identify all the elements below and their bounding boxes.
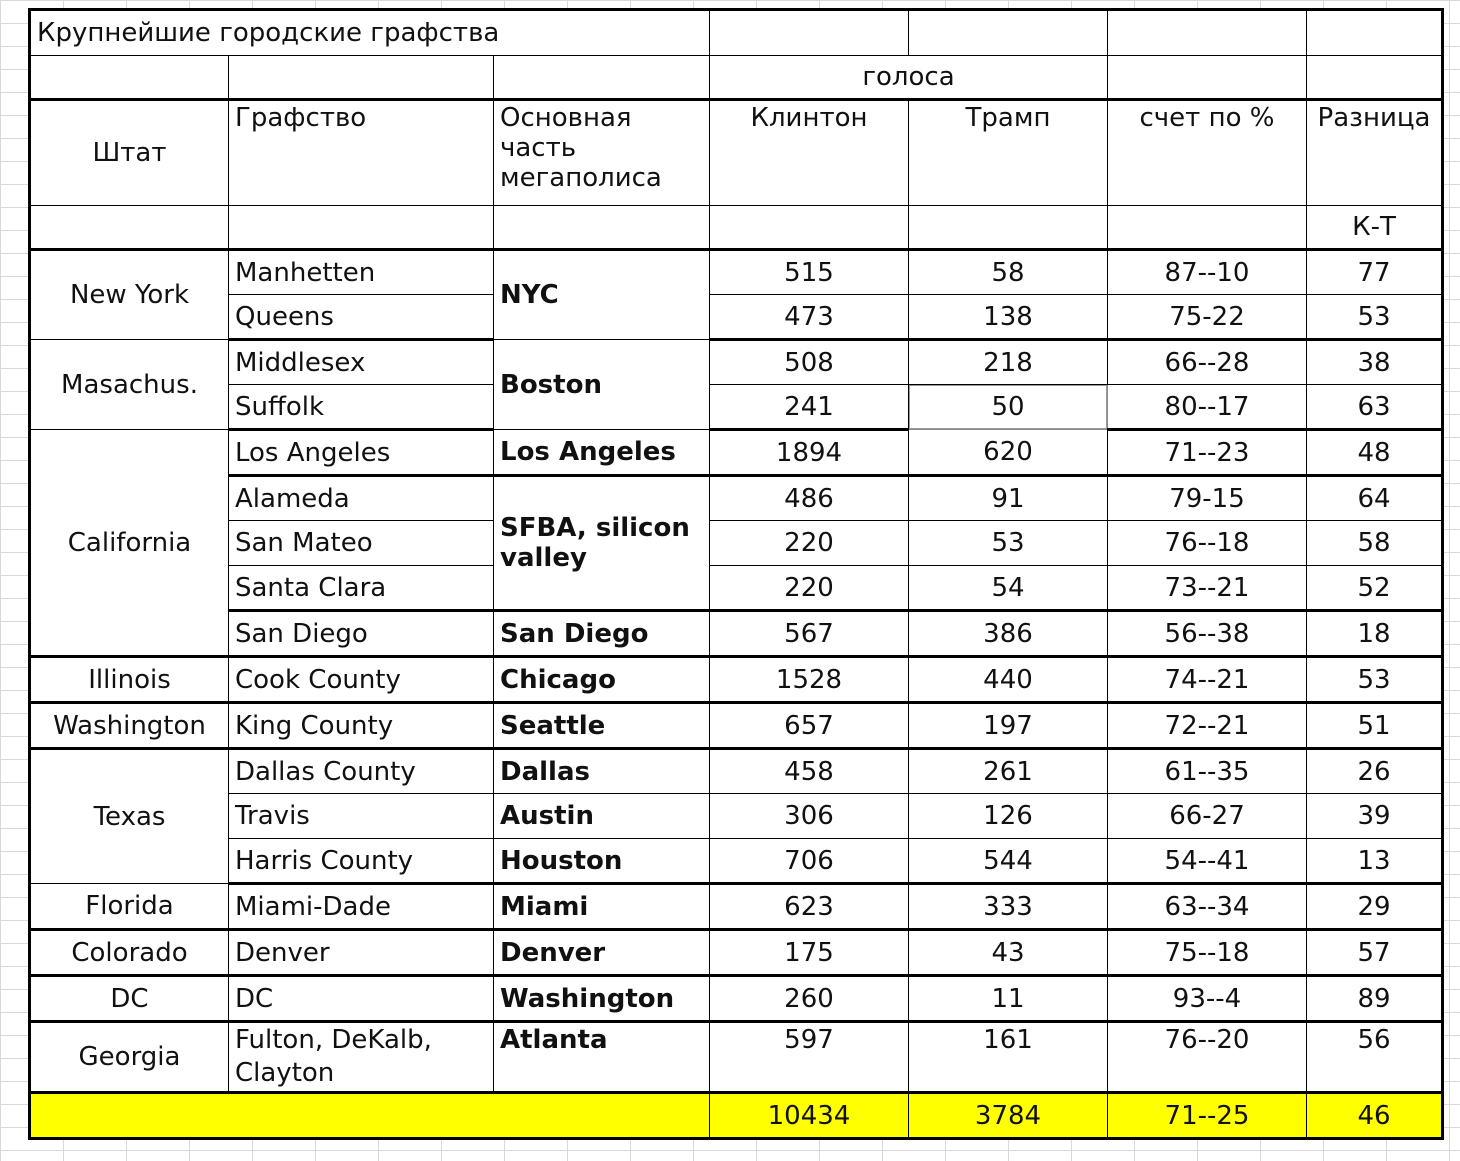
table-row: [30, 703, 1443, 749]
county-cell[interactable]: Fulton, DeKalb, Clayton: [229, 1022, 494, 1093]
trump-cell[interactable]: 53: [909, 521, 1108, 566]
table-row: [30, 611, 1443, 657]
clinton-cell[interactable]: 306: [710, 794, 909, 839]
score-cell[interactable]: 61--35: [1108, 749, 1307, 794]
table-row: [30, 566, 1443, 611]
cell[interactable]: [30, 206, 229, 250]
trump-cell[interactable]: 138: [909, 295, 1108, 340]
score-cell[interactable]: 79-15: [1108, 476, 1307, 521]
table-row: [30, 1022, 1443, 1093]
county-cell[interactable]: Manhetten: [229, 250, 494, 295]
clinton-cell[interactable]: 220: [710, 566, 909, 611]
table-row: [30, 930, 1443, 976]
election-results-table: [28, 8, 1444, 1140]
header-county[interactable]: Графство: [229, 100, 494, 206]
sheet-title[interactable]: Крупнейшие городские графства: [30, 10, 710, 56]
score-cell[interactable]: 76--20: [1108, 1022, 1307, 1093]
state-cell[interactable]: New York: [30, 250, 229, 340]
trump-cell[interactable]: 544: [909, 839, 1108, 884]
table-row: [30, 385, 1443, 430]
total-score-cell[interactable]: 71--25: [1108, 1093, 1307, 1139]
county-cell[interactable]: Harris County: [229, 839, 494, 884]
header-score[interactable]: счет по %: [1108, 100, 1307, 206]
state-cell[interactable]: DC: [30, 976, 229, 1022]
diff-cell[interactable]: 26: [1307, 749, 1443, 794]
table-row: [30, 976, 1443, 1022]
table-row: [30, 794, 1443, 839]
metro-cell[interactable]: Miami: [494, 884, 710, 930]
diff-cell[interactable]: 13: [1307, 839, 1443, 884]
trump-cell[interactable]: 43: [909, 930, 1108, 976]
state-cell[interactable]: Colorado: [30, 930, 229, 976]
metro-cell[interactable]: Austin: [494, 794, 710, 839]
cell[interactable]: [1108, 206, 1307, 250]
score-cell[interactable]: 74--21: [1108, 657, 1307, 703]
county-cell[interactable]: San Mateo: [229, 521, 494, 566]
metro-cell[interactable]: Seattle: [494, 703, 710, 749]
state-cell[interactable]: Georgia: [30, 1022, 229, 1093]
table-row: [30, 340, 1443, 385]
totals-row: [30, 1093, 1443, 1139]
score-cell[interactable]: 93--4: [1108, 976, 1307, 1022]
diff-cell[interactable]: 63: [1307, 385, 1443, 430]
score-cell[interactable]: 72--21: [1108, 703, 1307, 749]
diff-cell[interactable]: 39: [1307, 794, 1443, 839]
clinton-cell[interactable]: 623: [710, 884, 909, 930]
state-cell[interactable]: Masachus.: [30, 340, 229, 430]
cell[interactable]: [909, 206, 1108, 250]
metro-cell[interactable]: SFBA, silicon valley: [494, 476, 710, 611]
clinton-cell[interactable]: 508: [710, 340, 909, 385]
title-row: [30, 10, 1443, 56]
county-cell[interactable]: Denver: [229, 930, 494, 976]
header-diff[interactable]: Разница: [1307, 100, 1443, 206]
cell[interactable]: [30, 56, 229, 100]
header-clinton[interactable]: Клинтон: [710, 100, 909, 206]
score-cell[interactable]: 66-27: [1108, 794, 1307, 839]
county-cell[interactable]: Los Angeles: [229, 430, 494, 476]
cell[interactable]: [494, 206, 710, 250]
totals-label-cell[interactable]: [30, 1093, 710, 1139]
clinton-cell[interactable]: 706: [710, 839, 909, 884]
trump-cell[interactable]: 440: [909, 657, 1108, 703]
trump-cell[interactable]: 386: [909, 611, 1108, 657]
trump-cell[interactable]: 218: [909, 340, 1108, 385]
cell[interactable]: [710, 10, 909, 56]
clinton-cell[interactable]: 567: [710, 611, 909, 657]
diff-cell[interactable]: 58: [1307, 521, 1443, 566]
county-cell[interactable]: Travis: [229, 794, 494, 839]
table-row: [30, 521, 1443, 566]
metro-cell[interactable]: Washington: [494, 976, 710, 1022]
table-row: [30, 839, 1443, 884]
clinton-cell[interactable]: 175: [710, 930, 909, 976]
clinton-cell[interactable]: 473: [710, 295, 909, 340]
trump-cell[interactable]: 161: [909, 1022, 1108, 1093]
diff-cell[interactable]: 29: [1307, 884, 1443, 930]
total-diff-cell[interactable]: 46: [1307, 1093, 1443, 1139]
diff-cell[interactable]: 77: [1307, 250, 1443, 295]
cell[interactable]: [1307, 10, 1443, 56]
score-cell[interactable]: 75-22: [1108, 295, 1307, 340]
county-cell[interactable]: King County: [229, 703, 494, 749]
trump-cell[interactable]: 333: [909, 884, 1108, 930]
metro-cell[interactable]: Houston: [494, 839, 710, 884]
selected-trump-cell[interactable]: 50: [909, 385, 1108, 430]
county-cell[interactable]: DC: [229, 976, 494, 1022]
clinton-cell[interactable]: 1528: [710, 657, 909, 703]
trump-cell[interactable]: 91: [909, 476, 1108, 521]
trump-cell[interactable]: 620: [909, 430, 1108, 476]
trump-cell[interactable]: 197: [909, 703, 1108, 749]
score-cell[interactable]: 54--41: [1108, 839, 1307, 884]
county-cell[interactable]: Queens: [229, 295, 494, 340]
score-cell[interactable]: 56--38: [1108, 611, 1307, 657]
state-cell[interactable]: California: [30, 430, 229, 657]
table-row: [30, 250, 1443, 295]
score-cell[interactable]: 76--18: [1108, 521, 1307, 566]
diff-cell[interactable]: 38: [1307, 340, 1443, 385]
metro-cell[interactable]: NYC: [494, 250, 710, 340]
table-row: [30, 430, 1443, 476]
total-clinton-cell[interactable]: 10434: [710, 1093, 909, 1139]
metro-cell[interactable]: Los Angeles: [494, 430, 710, 476]
diff-cell[interactable]: 51: [1307, 703, 1443, 749]
diff-cell[interactable]: 52: [1307, 566, 1443, 611]
clinton-cell[interactable]: 241: [710, 385, 909, 430]
county-cell[interactable]: Cook County: [229, 657, 494, 703]
table-row: [30, 749, 1443, 794]
county-cell[interactable]: Dallas County: [229, 749, 494, 794]
trump-cell[interactable]: 54: [909, 566, 1108, 611]
table-row: [30, 295, 1443, 340]
score-cell[interactable]: 73--21: [1108, 566, 1307, 611]
table-row: [30, 657, 1443, 703]
clinton-cell[interactable]: 458: [710, 749, 909, 794]
cell[interactable]: [1108, 56, 1307, 100]
votes-group-header[interactable]: голоса: [710, 56, 1108, 100]
cell[interactable]: [1307, 56, 1443, 100]
state-cell[interactable]: Washington: [30, 703, 229, 749]
diff-cell[interactable]: 18: [1307, 611, 1443, 657]
cell[interactable]: [229, 56, 494, 100]
state-cell[interactable]: Florida: [30, 884, 229, 930]
score-cell[interactable]: 66--28: [1108, 340, 1307, 385]
score-cell[interactable]: 80--17: [1108, 385, 1307, 430]
county-cell[interactable]: Santa Clara: [229, 566, 494, 611]
table-row: [30, 884, 1443, 930]
clinton-cell[interactable]: 220: [710, 521, 909, 566]
score-cell[interactable]: 63--34: [1108, 884, 1307, 930]
metro-cell[interactable]: San Diego: [494, 611, 710, 657]
header-diff-sub[interactable]: К-Т: [1307, 206, 1443, 250]
cell[interactable]: [710, 206, 909, 250]
trump-cell[interactable]: 11: [909, 976, 1108, 1022]
trump-cell[interactable]: 126: [909, 794, 1108, 839]
clinton-cell[interactable]: 597: [710, 1022, 909, 1093]
metro-cell[interactable]: Denver: [494, 930, 710, 976]
county-cell[interactable]: Middlesex: [229, 340, 494, 385]
diff-cell[interactable]: 53: [1307, 295, 1443, 340]
score-cell[interactable]: 71--23: [1108, 430, 1307, 476]
state-cell[interactable]: Illinois: [30, 657, 229, 703]
column-header-row: [30, 100, 1443, 206]
cell[interactable]: [909, 10, 1108, 56]
county-cell[interactable]: Miami-Dade: [229, 884, 494, 930]
subheader-row: [30, 206, 1443, 250]
metro-cell[interactable]: Boston: [494, 340, 710, 430]
table-row: [30, 476, 1443, 521]
clinton-cell[interactable]: 515: [710, 250, 909, 295]
county-cell[interactable]: Suffolk: [229, 385, 494, 430]
diff-cell[interactable]: 89: [1307, 976, 1443, 1022]
header-trump[interactable]: Трамп: [909, 100, 1108, 206]
diff-cell[interactable]: 64: [1307, 476, 1443, 521]
header-metro[interactable]: Основная часть мегаполиса: [494, 100, 710, 206]
trump-cell[interactable]: 58: [909, 250, 1108, 295]
cell[interactable]: [229, 206, 494, 250]
diff-cell[interactable]: 56: [1307, 1022, 1443, 1093]
clinton-cell[interactable]: 260: [710, 976, 909, 1022]
group-header-row: [30, 56, 1443, 100]
cell[interactable]: [494, 56, 710, 100]
diff-cell[interactable]: 48: [1307, 430, 1443, 476]
diff-cell[interactable]: 57: [1307, 930, 1443, 976]
score-cell[interactable]: 87--10: [1108, 250, 1307, 295]
metro-cell[interactable]: Chicago: [494, 657, 710, 703]
clinton-cell[interactable]: 486: [710, 476, 909, 521]
trump-cell[interactable]: 261: [909, 749, 1108, 794]
diff-cell[interactable]: 53: [1307, 657, 1443, 703]
clinton-cell[interactable]: 1894: [710, 430, 909, 476]
county-cell[interactable]: San Diego: [229, 611, 494, 657]
total-trump-cell[interactable]: 3784: [909, 1093, 1108, 1139]
county-cell[interactable]: Alameda: [229, 476, 494, 521]
metro-cell[interactable]: Atlanta: [494, 1022, 710, 1093]
cell[interactable]: [1108, 10, 1307, 56]
state-cell[interactable]: Texas: [30, 749, 229, 884]
score-cell[interactable]: 75--18: [1108, 930, 1307, 976]
metro-cell[interactable]: Dallas: [494, 749, 710, 794]
clinton-cell[interactable]: 657: [710, 703, 909, 749]
header-state[interactable]: Штат: [30, 100, 229, 206]
